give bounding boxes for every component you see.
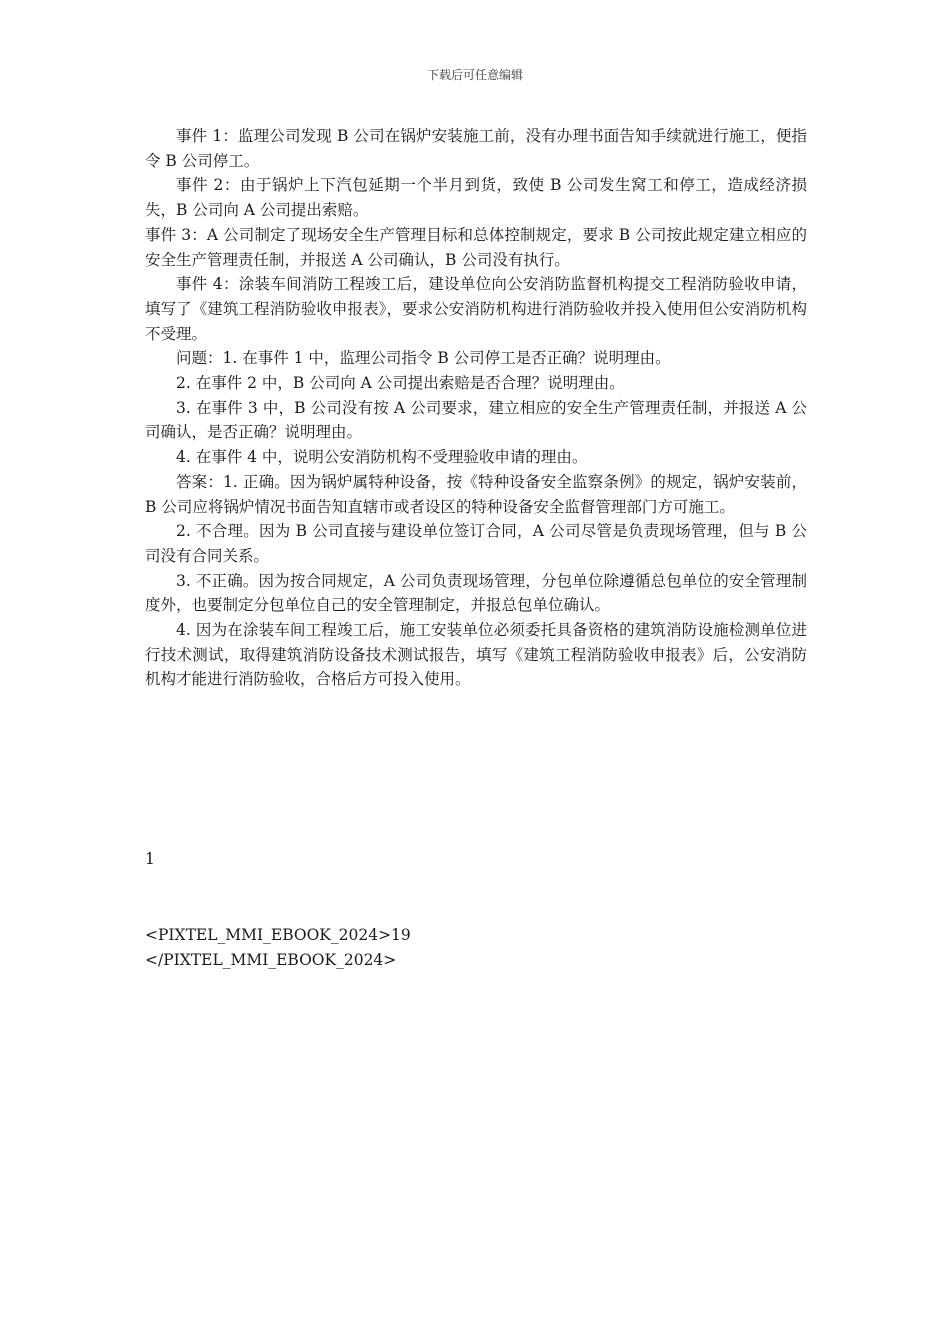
paragraph-question-1: 问题：1. 在事件 1 中，监理公司指令 B 公司停工是否正确？说明理由。 [176,349,671,368]
ebook-tag-block [145,923,411,972]
paragraph-question-3: 3. 在事件 3 中，B 公司没有按 A 公司要求，建立相应的安全生产管理责任制，并报送 A 公司确认，是否正确？说明理由。 [145,398,807,442]
paragraph-answer-1: 答案：1. 正确。因为锅炉属特种设备，按《特种设备安全监察条例》的规定，锅炉安装前，B 公司应将锅炉情况书面告知直辖市或者设区的特种设备安全监督管理部门方可施工。 [145,472,807,516]
paragraph-event-2: 事件 2：由于锅炉上下汽包延期一个半月到货，致使 B 公司发生窝工和停工，造成经济损失，B 公司向 A 公司提出索赔。 [145,176,807,220]
paragraph-event-1: 事件 1：监理公司发现 B 公司在锅炉安装施工前，没有办理书面告知手续就进行施工，便指令 B 公司停工。 [145,127,807,170]
paragraph-answer-2: 2. 不合理。因为 B 公司直接与建设单位签订合同，A 公司尽管是负责现场管理，但与 B 公司没有合同关系。 [145,522,807,565]
page-number: 1 [145,850,155,868]
paragraph-event-4: 事件 4：涂装车间消防工程竣工后，建设单位向公安消防监督机构提交工程消防验收申请，填写了《建筑工程消防验收申报表》，要求公安消防机构进行消防验收并投入使用但公安消防机构不受理。 [145,275,807,343]
ebook-tag-close: </PIXTEL_MMI_EBOOK_2024> [145,950,397,969]
paragraph-question-2: 2. 在事件 2 中，B 公司向 A 公司提出索赔是否合理？说明理由。 [176,374,625,393]
paragraph-answer-3: 3. 不正确。因为按合同规定，A 公司负责现场管理，分包单位除遵循总包单位的安全管理制度外，也要制定分包单位自己的安全管理制定，并报总包单位确认。 [145,571,807,615]
page-header: 下载后可任意编辑 [426,68,523,82]
paragraph-question-4: 4. 在事件 4 中，说明公安消防机构不受理验收申请的理由。 [176,448,588,467]
document-body [145,124,807,692]
paragraph-answer-4: 4. 因为在涂装车间工程竣工后，施工安装单位必须委托具备资格的建筑消防设施检测单位进行技术测试，取得建筑消防设备技术测试报告，填写《建筑工程消防验收申报表》后，公安消防机构才能进行消防验收，合格后方可投入使用。 [145,621,807,689]
ebook-tag-open: <PIXTEL_MMI_EBOOK_2024>19 [145,926,411,944]
paragraph-event-3: 事件 3：A 公司制定了现场安全生产管理目标和总体控制规定，要求 B 公司按此规定建立相应的安全生产管理责任制，并报送 A 公司确认，B 公司没有执行。 [145,225,807,269]
